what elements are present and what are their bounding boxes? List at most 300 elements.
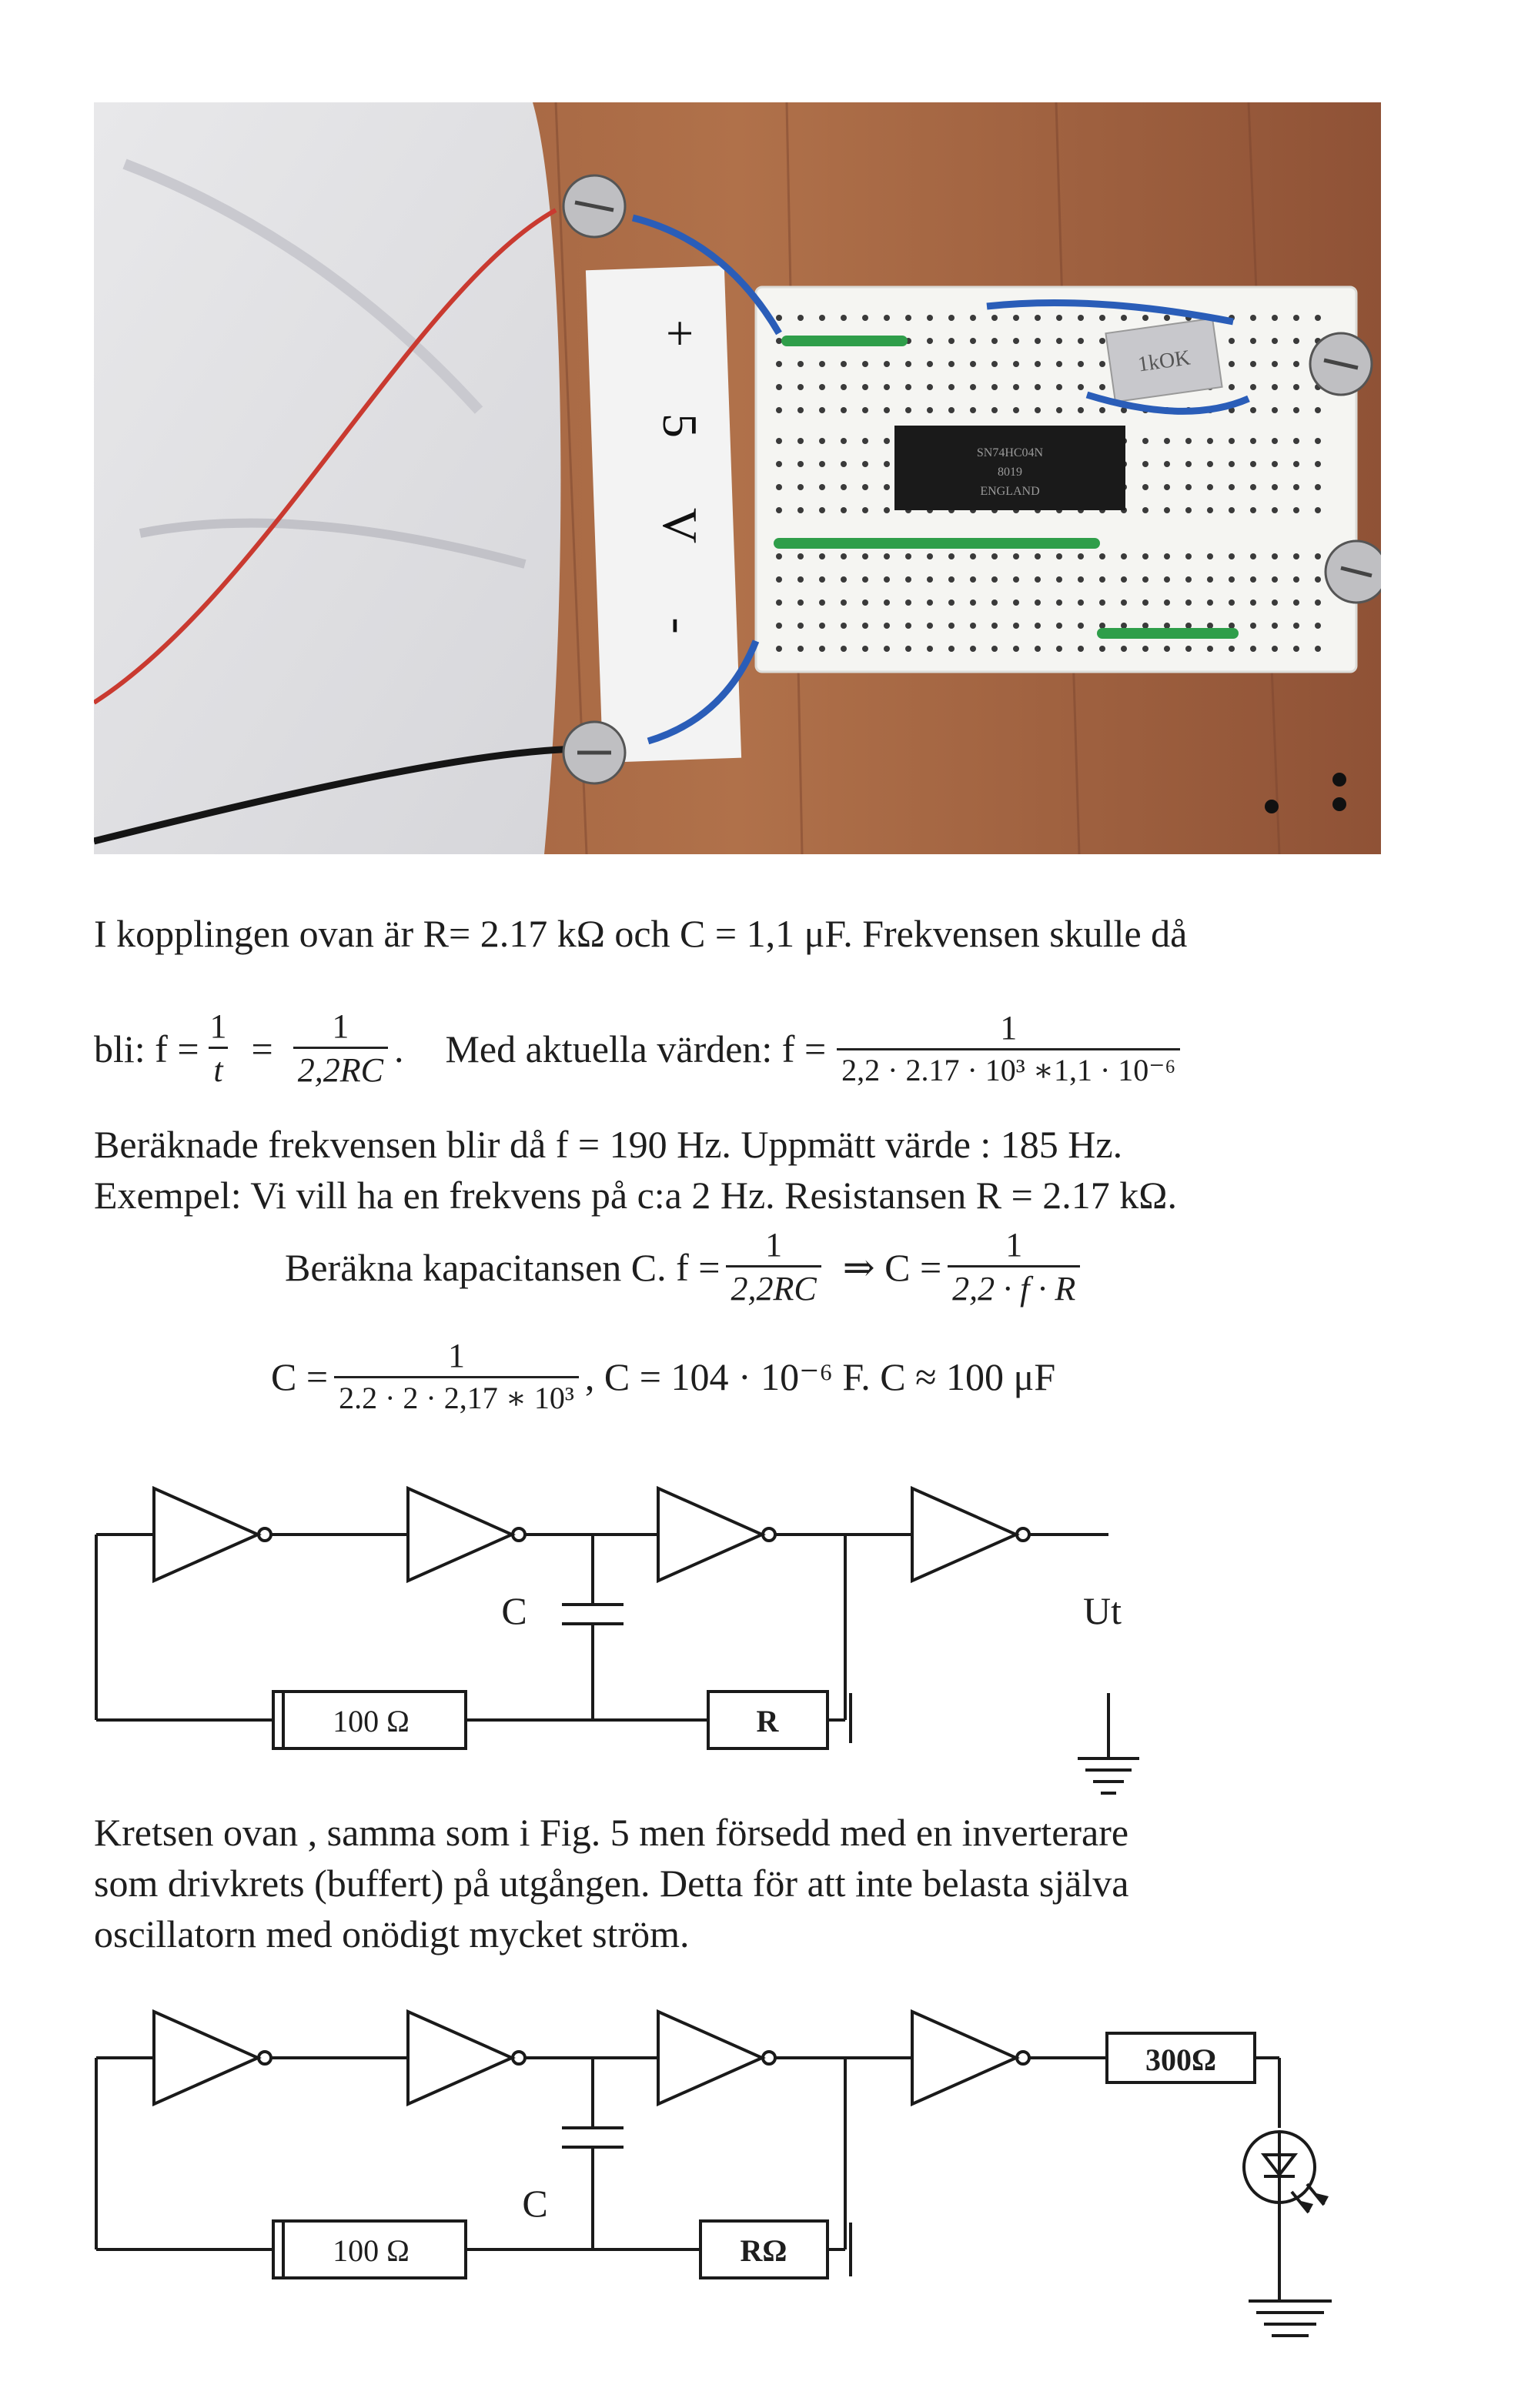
breadboard-hole xyxy=(1013,599,1019,606)
breadboard-hole xyxy=(776,361,782,367)
breadboard-hole xyxy=(970,315,976,321)
breadboard-hole xyxy=(927,338,933,344)
breadboard-hole xyxy=(1142,576,1148,583)
breadboard-hole xyxy=(797,407,804,413)
breadboard-hole xyxy=(841,384,847,390)
breadboard-hole xyxy=(991,384,998,390)
breadboard-hole xyxy=(1293,646,1299,652)
breadboard-hole xyxy=(862,576,868,583)
breadboard-hole xyxy=(927,576,933,583)
breadboard-hole xyxy=(1056,361,1062,367)
breadboard-hole xyxy=(1229,438,1235,444)
breadboard-hole xyxy=(991,361,998,367)
breadboard-hole xyxy=(1250,553,1256,559)
breadboard-hole xyxy=(862,507,868,513)
breadboard-hole xyxy=(1293,438,1299,444)
para2-line-3: oscillatorn med onödigt mycket ström. xyxy=(94,1912,690,1955)
breadboard-hole xyxy=(862,484,868,490)
breadboard-hole xyxy=(819,438,825,444)
fraction-values xyxy=(837,1011,1180,1086)
circuit-diagram-1 xyxy=(85,1470,1178,1816)
capacitor-label: C xyxy=(522,2182,548,2225)
breadboard-hole xyxy=(1293,623,1299,629)
breadboard-hole xyxy=(1164,576,1170,583)
breadboard-hole xyxy=(1293,507,1299,513)
breadboard-hole xyxy=(841,646,847,652)
breadboard-hole xyxy=(1185,599,1192,606)
breadboard-hole xyxy=(1272,384,1278,390)
numerator: 1 xyxy=(332,1007,349,1045)
breadboard-hole xyxy=(1099,361,1105,367)
breadboard-hole xyxy=(884,315,890,321)
breadboard-hole xyxy=(1142,315,1148,321)
ic-label-1: SN74HC04N xyxy=(976,446,1044,459)
breadboard-hole xyxy=(1293,384,1299,390)
breadboard-hole xyxy=(1293,553,1299,559)
breadboard-hole xyxy=(1272,438,1278,444)
breadboard-hole xyxy=(1315,507,1321,513)
breadboard-hole xyxy=(1164,599,1170,606)
breadboard-hole xyxy=(970,553,976,559)
breadboard-hole xyxy=(884,507,890,513)
breadboard-hole xyxy=(1229,646,1235,652)
breadboard-hole xyxy=(1035,384,1041,390)
breadboard-hole xyxy=(1099,576,1105,583)
breadboard-hole xyxy=(797,553,804,559)
breadboard-hole xyxy=(1250,438,1256,444)
circuit-1-svg xyxy=(85,1470,1178,1816)
breadboard-hole xyxy=(1013,407,1019,413)
breadboard-hole xyxy=(1207,553,1213,559)
breadboard-hole xyxy=(1185,461,1192,467)
breadboard-hole xyxy=(1207,599,1213,606)
breadboard-hole xyxy=(1250,507,1256,513)
breadboard-hole xyxy=(991,646,998,652)
breadboard-hole xyxy=(948,407,955,413)
breadboard-hole xyxy=(841,599,847,606)
breadboard-hole xyxy=(1250,484,1256,490)
breadboard-hole xyxy=(927,623,933,629)
breadboard-hole xyxy=(1035,315,1041,321)
fraction-1-over-2-2RC xyxy=(293,1007,388,1089)
breadboard-hole xyxy=(819,484,825,490)
breadboard-hole xyxy=(1229,461,1235,467)
breadboard-hole xyxy=(1099,553,1105,559)
breadboard-hole xyxy=(1099,338,1105,344)
breadboard-hole xyxy=(841,507,847,513)
resistor-r-label: RΩ xyxy=(740,2233,787,2268)
breadboard-hole xyxy=(1207,576,1213,583)
breadboard-hole xyxy=(948,315,955,321)
breadboard-hole xyxy=(776,576,782,583)
breadboard-hole xyxy=(1056,623,1062,629)
breadboard-hole xyxy=(927,553,933,559)
breadboard-hole xyxy=(819,553,825,559)
breadboard-hole xyxy=(819,623,825,629)
resistor-300-label: 300Ω xyxy=(1145,2042,1217,2077)
breadboard-hole xyxy=(1272,576,1278,583)
denominator: 2,2RC xyxy=(726,1265,821,1306)
breadboard-hole xyxy=(948,553,955,559)
breadboard-hole xyxy=(991,338,998,344)
breadboard-hole xyxy=(1056,599,1062,606)
breadboard-hole xyxy=(841,553,847,559)
breadboard-hole xyxy=(862,599,868,606)
breadboard-hole xyxy=(970,576,976,583)
breadboard-hole xyxy=(1099,315,1105,321)
breadboard-hole xyxy=(1315,407,1321,413)
fraction-1-over-2-2RC xyxy=(726,1228,821,1306)
breadboard-hole xyxy=(1250,646,1256,652)
breadboard-hole xyxy=(905,599,911,606)
breadboard-hole xyxy=(862,361,868,367)
breadboard-hole xyxy=(1185,507,1192,513)
breadboard-hole xyxy=(905,315,911,321)
breadboard-hole xyxy=(1272,484,1278,490)
breadboard-hole xyxy=(884,438,890,444)
denominator: 2,2RC xyxy=(293,1047,388,1087)
breadboard-hole xyxy=(819,507,825,513)
denominator: 2,2 · 2.17 · 10³ ∗1,1 · 10⁻⁶ xyxy=(837,1048,1180,1086)
breadboard-hole xyxy=(905,361,911,367)
breadboard-hole xyxy=(862,315,868,321)
photo-label-plus: + xyxy=(653,319,707,348)
breadboard-hole xyxy=(1099,599,1105,606)
breadboard-hole xyxy=(1035,599,1041,606)
breadboard-hole xyxy=(1250,623,1256,629)
breadboard-hole xyxy=(841,576,847,583)
breadboard-hole xyxy=(970,646,976,652)
breadboard-hole xyxy=(948,361,955,367)
breadboard-hole xyxy=(991,315,998,321)
breadboard-hole xyxy=(1056,338,1062,344)
breadboard-hole xyxy=(841,361,847,367)
breadboard-hole xyxy=(1272,623,1278,629)
breadboard-hole xyxy=(1164,484,1170,490)
breadboard-hole xyxy=(1142,438,1148,444)
breadboard-hole xyxy=(1315,484,1321,490)
breadboard-hole xyxy=(1078,315,1084,321)
breadboard-hole xyxy=(776,599,782,606)
breadboard-hole xyxy=(1229,361,1235,367)
breadboard-hole xyxy=(948,576,955,583)
breadboard-hole xyxy=(884,623,890,629)
numerator: 1 xyxy=(1000,1009,1018,1047)
formula-prefix: bli: f = xyxy=(94,1027,199,1070)
breadboard-hole xyxy=(1315,553,1321,559)
breadboard-hole xyxy=(884,576,890,583)
breadboard-hole xyxy=(819,384,825,390)
breadboard-hole xyxy=(991,576,998,583)
text-line-1: I kopplingen ovan är R= 2.17 kΩ och C = 1,1 μF. Frekvensen skulle då xyxy=(94,912,1188,955)
breadboard-hole xyxy=(1099,384,1105,390)
breadboard-hole xyxy=(1164,438,1170,444)
breadboard-hole xyxy=(1035,361,1041,367)
breadboard-hole xyxy=(1013,553,1019,559)
breadboard-hole xyxy=(927,599,933,606)
numerator: 1 xyxy=(447,1337,465,1374)
breadboard-hole xyxy=(1013,576,1019,583)
breadboard-hole xyxy=(1121,553,1127,559)
breadboard-hole xyxy=(991,623,998,629)
breadboard-hole xyxy=(776,315,782,321)
numerator: 1 xyxy=(1005,1226,1023,1264)
breadboard-hole xyxy=(776,507,782,513)
breadboard-hole xyxy=(970,599,976,606)
breadboard-hole xyxy=(970,361,976,367)
breadboard-hole xyxy=(776,646,782,652)
breadboard-hole xyxy=(1229,384,1235,390)
breadboard-hole xyxy=(1035,553,1041,559)
breadboard-hole xyxy=(1272,553,1278,559)
breadboard-hole xyxy=(1229,553,1235,559)
circuit-2-svg xyxy=(85,1993,1362,2355)
breadboard-hole xyxy=(884,461,890,467)
breadboard-hole xyxy=(1207,507,1213,513)
breadboard-hole xyxy=(884,384,890,390)
breadboard-hole xyxy=(1142,553,1148,559)
breadboard-hole xyxy=(1164,315,1170,321)
ic-label-2: 8019 xyxy=(998,466,1022,479)
para2-line-2: som drivkrets (buffert) på utgången. Detta för att inte belasta själva xyxy=(94,1862,1129,1905)
breadboard-hole xyxy=(927,384,933,390)
breadboard-hole xyxy=(1272,407,1278,413)
breadboard-hole xyxy=(862,461,868,467)
breadboard-hole xyxy=(1078,646,1084,652)
breadboard-hole xyxy=(862,553,868,559)
breadboard-hole xyxy=(1293,576,1299,583)
breadboard-hole xyxy=(841,438,847,444)
breadboard-hole xyxy=(1121,599,1127,606)
breadboard-hole xyxy=(1229,576,1235,583)
equals: = xyxy=(251,1027,273,1070)
resistor-100-label: 100 Ω xyxy=(333,1704,410,1738)
breadboard-hole xyxy=(819,315,825,321)
breadboard-hole xyxy=(819,646,825,652)
breadboard-photo-svg xyxy=(94,102,1381,854)
circuit-diagram-2 xyxy=(85,1993,1362,2355)
breadboard-hole xyxy=(1250,599,1256,606)
breadboard-hole xyxy=(1013,384,1019,390)
breadboard-hole xyxy=(1013,646,1019,652)
breadboard-hole xyxy=(1078,553,1084,559)
breadboard-hole xyxy=(948,384,955,390)
breadboard-hole xyxy=(905,384,911,390)
breadboard-hole xyxy=(1272,599,1278,606)
breadboard-hole xyxy=(797,576,804,583)
breadboard-hole xyxy=(862,623,868,629)
breadboard-hole xyxy=(948,646,955,652)
breadboard-hole xyxy=(884,599,890,606)
breadboard-hole xyxy=(862,407,868,413)
breadboard-hole xyxy=(1121,623,1127,629)
formula-line-2 xyxy=(94,1007,1186,1089)
breadboard-hole xyxy=(884,361,890,367)
breadboard-hole xyxy=(1099,407,1105,413)
breadboard-hole xyxy=(819,361,825,367)
breadboard-hole xyxy=(1142,507,1148,513)
text-line-3: Beräknade frekvensen blir då f = 190 Hz. Uppmätt värde : 185 Hz. xyxy=(94,1123,1123,1166)
breadboard-hole xyxy=(1099,623,1105,629)
formula-line-6 xyxy=(271,1339,1055,1414)
breadboard-hole xyxy=(1293,361,1299,367)
breadboard-hole xyxy=(1250,315,1256,321)
breadboard-hole xyxy=(927,361,933,367)
breadboard-hole xyxy=(1250,461,1256,467)
breadboard-hole xyxy=(1207,484,1213,490)
breadboard-hole xyxy=(797,623,804,629)
breadboard-hole xyxy=(1056,315,1062,321)
breadboard-hole xyxy=(797,507,804,513)
para2-line-1: Kretsen ovan , samma som i Fig. 5 men försedd med en inverterare xyxy=(94,1811,1129,1854)
breadboard-hole xyxy=(884,646,890,652)
ic-label-3: ENGLAND xyxy=(980,485,1040,498)
breadboard-hole xyxy=(797,461,804,467)
breadboard-hole xyxy=(797,438,804,444)
fraction-1-over-2-2fR xyxy=(948,1228,1080,1306)
breadboard-hole xyxy=(1035,623,1041,629)
resistor-label: 1kOK xyxy=(1136,346,1192,377)
breadboard-hole xyxy=(1035,338,1041,344)
breadboard-hole xyxy=(1099,646,1105,652)
breadboard-hole xyxy=(776,407,782,413)
resistor-100-label: 100 Ω xyxy=(333,2233,410,2268)
breadboard-hole xyxy=(1078,599,1084,606)
breadboard-hole xyxy=(797,484,804,490)
breadboard-hole xyxy=(1013,361,1019,367)
breadboard-hole xyxy=(1229,484,1235,490)
formula-prefix: Beräkna kapacitansen C. f = xyxy=(285,1245,721,1289)
breadboard-hole xyxy=(1315,315,1321,321)
breadboard-hole xyxy=(1013,315,1019,321)
breadboard-hole xyxy=(862,384,868,390)
numerator: 1 xyxy=(209,1007,227,1045)
breadboard-hole xyxy=(776,338,782,344)
photo-label-v: V xyxy=(653,507,707,544)
breadboard-hole xyxy=(1293,461,1299,467)
breadboard-hole xyxy=(1142,646,1148,652)
breadboard-hole xyxy=(1250,384,1256,390)
breadboard-hole xyxy=(1078,407,1084,413)
breadboard-hole xyxy=(1056,407,1062,413)
breadboard-hole xyxy=(1272,361,1278,367)
breadboard-hole xyxy=(1121,646,1127,652)
breadboard-hole xyxy=(1142,484,1148,490)
breadboard-hole xyxy=(1293,315,1299,321)
output-label: Ut xyxy=(1083,1589,1122,1632)
breadboard-hole xyxy=(1164,623,1170,629)
breadboard-hole xyxy=(1293,484,1299,490)
breadboard-hole xyxy=(1293,599,1299,606)
breadboard-hole xyxy=(970,623,976,629)
breadboard-hole xyxy=(991,553,998,559)
numerator: 1 xyxy=(765,1226,783,1264)
denominator: 2,2 · f · R xyxy=(948,1265,1080,1306)
breadboard-hole xyxy=(1250,407,1256,413)
breadboard-hole xyxy=(1121,315,1127,321)
breadboard-hole xyxy=(797,646,804,652)
denominator: 2.2 · 2 · 2,17 ∗ 10³ xyxy=(334,1376,579,1414)
breadboard-hole xyxy=(1035,407,1041,413)
breadboard-hole xyxy=(776,484,782,490)
breadboard-hole xyxy=(1250,361,1256,367)
breadboard-hole xyxy=(862,646,868,652)
formula-result: , C = 104 · 10⁻⁶ F. C ≈ 100 μF xyxy=(584,1354,1056,1398)
breadboard-hole xyxy=(1185,438,1192,444)
breadboard-hole xyxy=(1315,646,1321,652)
photo-label-5: 5 xyxy=(653,413,707,438)
breadboard-hole xyxy=(797,384,804,390)
breadboard-hole xyxy=(841,407,847,413)
breadboard-hole xyxy=(948,338,955,344)
breadboard-hole xyxy=(1142,599,1148,606)
breadboard-hole xyxy=(1272,461,1278,467)
breadboard-hole xyxy=(884,484,890,490)
breadboard-hole xyxy=(776,623,782,629)
breadboard-hole xyxy=(884,407,890,413)
capacitor-label: C xyxy=(501,1589,527,1632)
breadboard-hole xyxy=(1164,553,1170,559)
breadboard-hole xyxy=(1207,646,1213,652)
breadboard-hole xyxy=(1164,646,1170,652)
breadboard-hole xyxy=(1078,576,1084,583)
breadboard-hole xyxy=(1315,576,1321,583)
breadboard-hole xyxy=(1185,576,1192,583)
breadboard-hole xyxy=(1293,338,1299,344)
breadboard-hole xyxy=(1229,507,1235,513)
breadboard-hole xyxy=(1078,623,1084,629)
text-line-4: Exempel: Vi vill ha en frekvens på c:a 2 Hz. Resistansen R = 2.17 kΩ. xyxy=(94,1174,1177,1217)
breadboard-hole xyxy=(927,407,933,413)
breadboard-hole xyxy=(862,438,868,444)
circuit-photo xyxy=(94,102,1381,854)
breadboard-hole xyxy=(1250,576,1256,583)
breadboard-hole xyxy=(1229,599,1235,606)
breadboard-hole xyxy=(819,461,825,467)
breadboard-hole xyxy=(1164,507,1170,513)
breadboard-hole xyxy=(776,438,782,444)
breadboard-hole xyxy=(1315,438,1321,444)
breadboard-hole xyxy=(1035,576,1041,583)
breadboard-hole xyxy=(991,599,998,606)
photo-label-minus: - xyxy=(653,617,707,634)
breadboard-hole xyxy=(905,623,911,629)
breadboard-hole xyxy=(927,646,933,652)
breadboard-hole xyxy=(1078,338,1084,344)
breadboard-hole xyxy=(1164,461,1170,467)
formula-prefix: C = xyxy=(271,1354,329,1398)
breadboard-hole xyxy=(1035,646,1041,652)
breadboard-hole xyxy=(776,461,782,467)
period: . xyxy=(393,1027,404,1070)
breadboard-hole xyxy=(819,407,825,413)
breadboard-hole xyxy=(819,599,825,606)
breadboard-hole xyxy=(1207,623,1213,629)
breadboard-hole xyxy=(1250,338,1256,344)
breadboard-hole xyxy=(1207,438,1213,444)
resistor-r-label: R xyxy=(756,1704,779,1738)
breadboard-hole xyxy=(1056,384,1062,390)
breadboard-hole xyxy=(1315,599,1321,606)
breadboard-hole xyxy=(1315,623,1321,629)
breadboard-hole xyxy=(1272,507,1278,513)
breadboard-hole xyxy=(948,623,955,629)
med-aktuella: Med aktuella värden: f = xyxy=(445,1027,827,1070)
breadboard-hole xyxy=(797,315,804,321)
breadboard-hole xyxy=(1185,646,1192,652)
breadboard-hole xyxy=(1272,338,1278,344)
breadboard-hole xyxy=(819,576,825,583)
